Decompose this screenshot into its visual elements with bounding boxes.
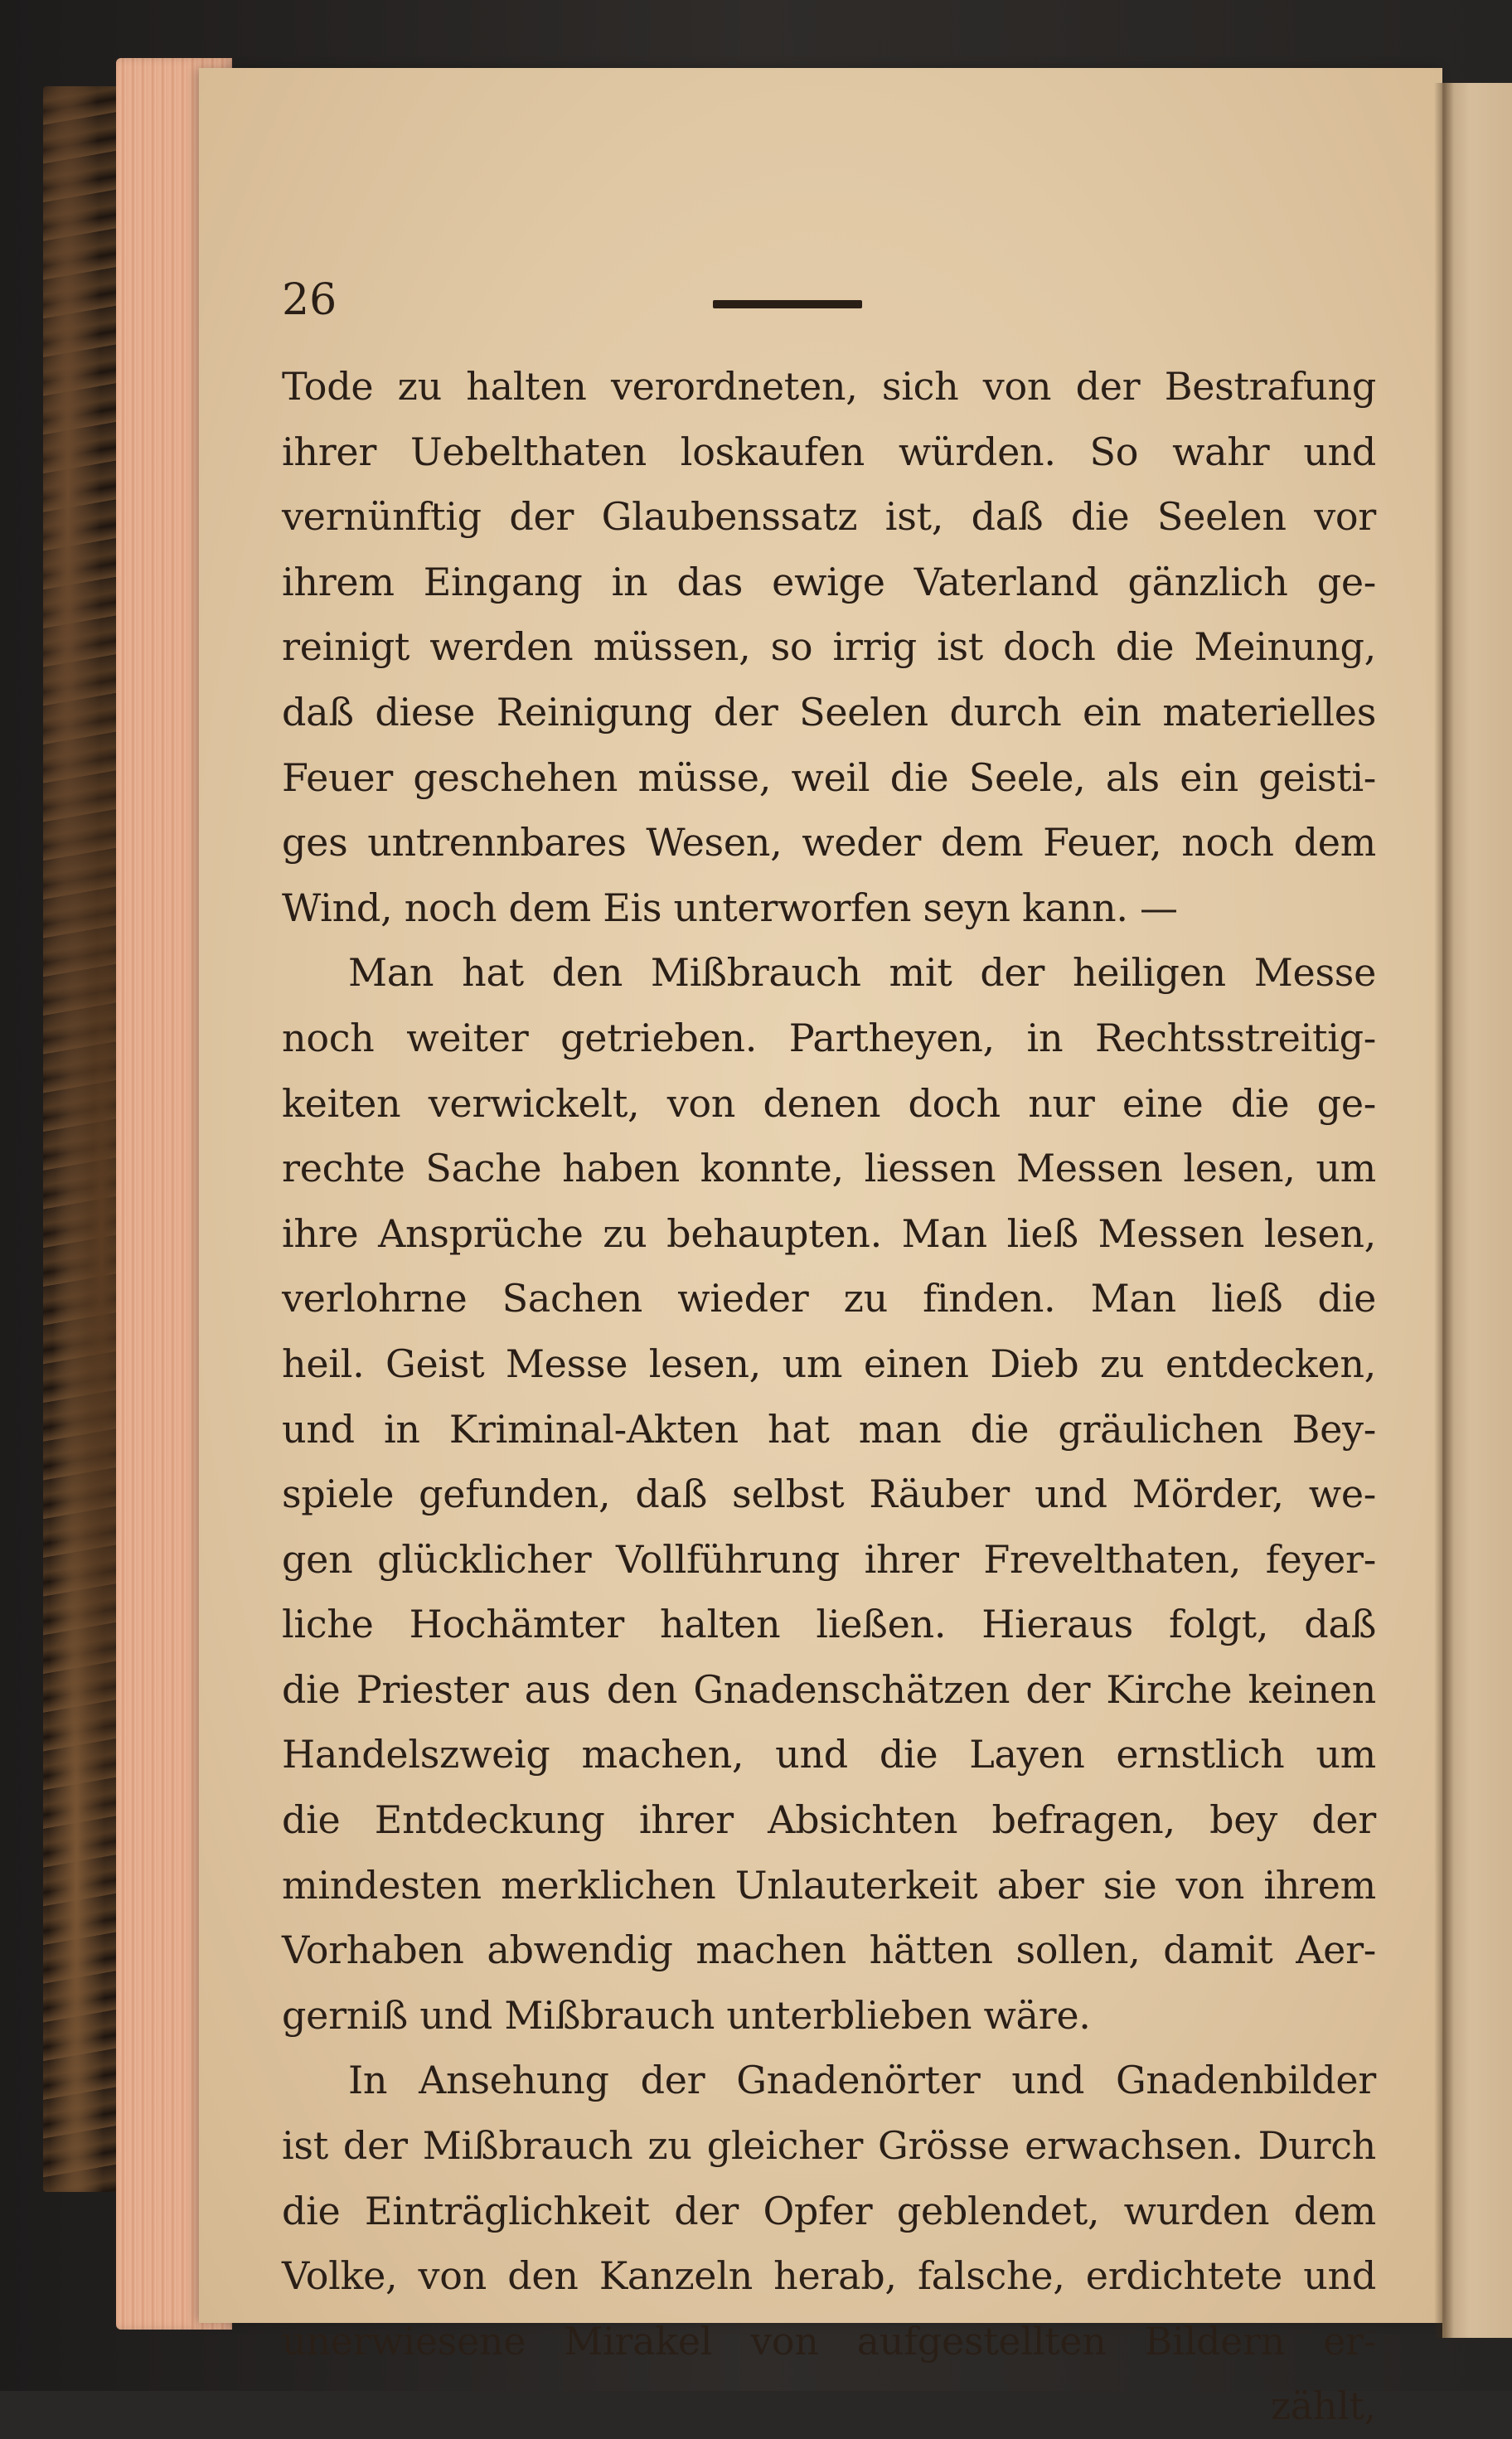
text-line: gerniß und Mißbrauch unterblieben wäre. bbox=[282, 1992, 1091, 2038]
running-head bbox=[282, 201, 1376, 325]
page-content bbox=[282, 201, 1376, 2429]
book-gutter bbox=[1434, 83, 1454, 2338]
header-rule bbox=[713, 300, 862, 308]
text-line: ges untrennbares Wesen, weder dem Feuer, noch dem bbox=[282, 820, 1376, 866]
text-line: ist der Mißbrauch zu gleicher Grösse erwachsen. Durch bbox=[282, 2123, 1376, 2169]
text-line: Volke, von den Kanzeln herab, falsche, erdichtete und bbox=[282, 2253, 1376, 2299]
text-line: gen glücklicher Vollführung ihrer Frevelthaten, feyer- bbox=[282, 1536, 1376, 1582]
text-line: Man hat den Mißbrauch mit der heiligen Messe bbox=[348, 950, 1376, 996]
text-line: rechte Sache haben konnte, liessen Messen lesen, um bbox=[282, 1146, 1376, 1191]
text-line: Feuer geschehen müsse, weil die Seele, als ein geisti- bbox=[282, 754, 1376, 800]
text-line: verlohrne Sachen wieder zu finden. Man ließ die bbox=[282, 1276, 1376, 1321]
text-line: daß diese Reinigung der Seelen durch ein materielles bbox=[282, 689, 1376, 735]
text-line: ihrer Uebelthaten loskaufen würden. So wahr und bbox=[282, 429, 1376, 474]
body-text bbox=[282, 354, 1376, 2439]
text-line: die Einträglichkeit der Opfer geblendet, wurden dem bbox=[282, 2188, 1376, 2233]
text-line: Vorhaben abwendig machen hätten sollen, damit Aer- bbox=[282, 1927, 1376, 1973]
text-line: mindesten merklichen Unlauterkeit aber sie von ihrem bbox=[282, 1862, 1376, 1908]
text-line: Handelszweig machen, und die Layen ernstlich um bbox=[282, 1732, 1376, 1777]
text-line: die Priester aus den Gnadenschätzen der Kirche keinen bbox=[282, 1666, 1376, 1712]
text-line: noch weiter getrieben. Partheyen, in Rechtsstreitig- bbox=[282, 1015, 1376, 1060]
text-line: spiele gefunden, daß selbst Räuber und Mörder, we- bbox=[282, 1472, 1376, 1517]
text-line: heil. Geist Messe lesen, um einen Dieb zu entdecken, bbox=[282, 1341, 1376, 1386]
text-line: Tode zu halten verordneten, sich von der Bestrafung bbox=[282, 364, 1376, 409]
text-line: reinigt werden müssen, so irrig ist doch die Meinung, bbox=[282, 624, 1376, 670]
page-number: 26 bbox=[282, 275, 337, 325]
text-line: die Entdeckung ihrer Absichten befragen, bey der bbox=[282, 1797, 1376, 1843]
text-line: In Ansehung der Gnadenörter und Gnadenbilder bbox=[348, 2058, 1376, 2103]
text-line: liche Hochämter halten ließen. Hieraus folgt, daß bbox=[282, 1602, 1376, 1647]
text-line: ihre Ansprüche zu behaupten. Man ließ Messen lesen, bbox=[282, 1210, 1376, 1256]
text-line: und in Kriminal-Akten hat man die gräulichen Bey- bbox=[282, 1406, 1376, 1452]
text-line: zählt, bbox=[1270, 2383, 1376, 2429]
marbled-cover-board bbox=[43, 86, 126, 2192]
text-line: Wind, noch dem Eis unterworfen seyn kann. — bbox=[282, 885, 1178, 930]
text-line: vernünftig der Glaubenssatz ist, daß die Seelen vor bbox=[282, 494, 1376, 540]
book-page bbox=[199, 68, 1442, 2429]
text-line: keiten verwickelt, von denen doch nur eine die ge- bbox=[282, 1080, 1376, 1126]
text-line: ihrem Eingang in das ewige Vaterland gänzlich ge- bbox=[282, 559, 1376, 604]
text-line: unerwiesene Mirakel von aufgestellten Bildern er- bbox=[282, 2318, 1376, 2364]
